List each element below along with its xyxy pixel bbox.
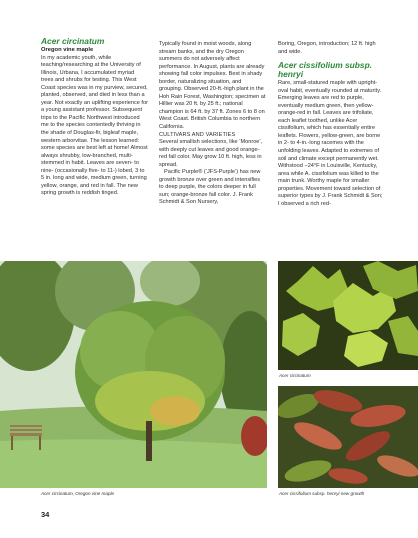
body-paragraph: Boring, Oregon, introduction; 12 ft. high and wide. — [278, 41, 376, 55]
new-growth-image — [278, 386, 418, 488]
body-paragraph: Several smallish selections, like ‘Monroe’, with deeply cut leaves and good orange-red fall color. May grow 10 ft. high, less in spread. — [159, 139, 263, 168]
body-paragraph: Typically found in moist woods, along stream banks, and the dry Oregon summers do not adversely affect performance. In August, plants are already showing fall color impulses. Best in shady border, naturalizing situation, and grouping. Observed 20-ft.-high plant in the Hoh Rain Forest, Washington; specimen at Hillier was 20 ft. by 25 ft.; national champion is 64 ft. by 37 ft. Zones 6 to 8 on West Coast. British Columbia to northern California. — [159, 41, 266, 131]
photo-caption: Acer circinatum — [279, 373, 311, 378]
body-paragraph: In my academic youth, while teaching/researching at the University of Illinois, Urbana, I accumulated myriad trees and shrubs for testing. This West Coast species was in my purview, secured, planted, observed, and died in less than a year. Not exactly an uplifting experience for a young assistant professor. Subsequent trips to the Pacific Northwest introduced me to the species contentedly thriving in the shade of Douglas-fir, bigleaf maple, western arborvitae. The lesson learned: some species are best left at home! Almost always shrubby, low-branched, multi-stemmed in habit. Leaves are seven- to nine- (occasionally five- to 11-) lobed, 3 to 5 in. long and wide, medium green, turning yellow, orange, and red in fall. The new spring growth is reddish tinged. — [41, 54, 148, 197]
species-title: Acer cissifolium subsp. henryi — [278, 60, 373, 80]
body-paragraph: Rare, small-statured maple with upright-oval habit, eventually rounded at maturity. Emerging leaves are red to purple, eventually medium green, then yellow-orange-red in fall. Leaves are trifoliate, each leaflet toothed, unlike Acer cissifolium, which has essentially entire leaflets. Flowers, yellow-green, are borne in 2- to 4-in.-long racemes with the unfolding leaves. Adapted to extremes of soil and climate except permanently wet. Withstood −24°F in Louisville, Kentucky, area while A. cissifolium was killed to the main trunk. Worthy maple for smaller properties. Movement toward selection of superior types by J. Frank Schmidt & Son; I observed a rich red- — [278, 80, 383, 207]
text-column-3 — [278, 41, 385, 208]
photo-caption: Acer circinatum, Oregon vine maple — [41, 491, 115, 496]
photo-caption: Acer cissifolium subsp. henryi new growth — [279, 491, 365, 496]
species-title: Acer circinatum — [41, 36, 105, 46]
body-paragraph: Pacific Purple® (‘JFS-Purple’) has new growth bronze over green and intensifies to deep purple, the colors deeper in full sun; orange-bronze fall color. J. Frank Schmidt & Son Nursery, — [159, 169, 261, 206]
text-column-1 — [41, 37, 148, 198]
common-name: Oregon vine maple — [41, 47, 94, 53]
photo-vine-maple-garden — [0, 261, 267, 488]
photo-henryi-new-growth — [278, 386, 418, 488]
photo-circinatum-leaves — [278, 261, 418, 370]
section-subhead: CULTIVARS AND VARIETIES — [159, 131, 236, 138]
text-column-2 — [159, 41, 266, 207]
page-number: 34 — [41, 510, 50, 519]
garden-scene-image — [0, 261, 267, 488]
leaf-closeup-image — [278, 261, 418, 370]
